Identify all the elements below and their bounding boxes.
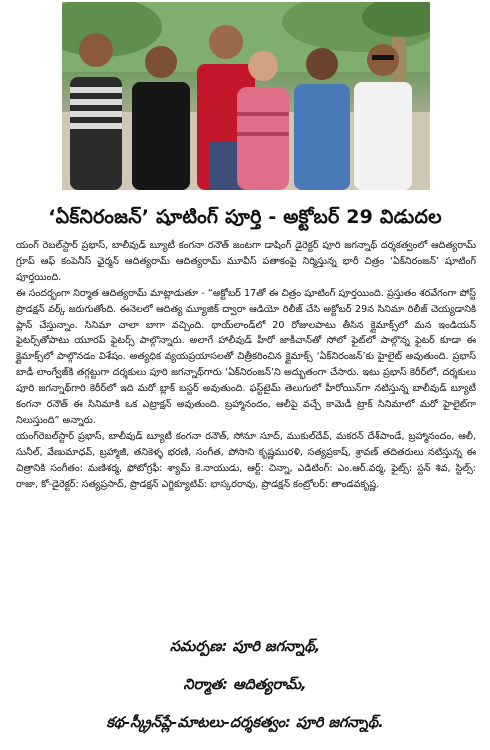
article-body (16, 238, 476, 493)
article-paragraph: ఈ సందర్భంగా నిర్మాత ఆదిత్యరామ్‌ మాట్లాడుతూ - “అక్టోబర్‌ 17తో ఈ చిత్రం షూటింగ్‌ పూర్తయింది. ప్రస్తుతం శరవేగంగా పోస్ట్‌ ప్రొడక్షన్‌ వర్క్‌ జరుగుతోంది. ఈనెలలో ఆదిత్య మ్యూజిక్‌ ద్వారా ఆడియో రిలీజ్‌ చేసి అక్టోబర్‌ 29న సినిమా రిలీజ్‌ చెయ్యడానికి ప్లాన్‌ చేస్తున్నాం. సినిమా చాలా బాగా వచ్చింది. థాయ్‌లాండ్‌లో 20 రోజులపాటు తీసిన క్లైమాక్స్‌లో మన ఇండియన్‌ ఫైటర్స్‌తోపాటు యూరప్‌ ఫైటర్స్‌ పాల్గొన్నారు. అలాగే హాలీవుడ్‌ హీరో జాకీచాన్‌తో సోలో ఫైట్‌లో పాల్గొన్న ఫైటర్‌ కూడా ఈ క్లైమాక్స్‌లో పాల్గొనడం విశేషం. అత్యధిక వ్యయప్రయాసలతో చిత్రీకరించిన క్లైమాక్స్‌ ‘ఏక్‌నిరంజన్‌’కు హైలైట్‌ అవుతుంది. ప్రభాస్‌ బాడీ లాంగ్వేజ్‌కి తగ్గట్టుగా దర్శకులు పూరి జగన్నాథ్‌గారు ‘ఏక్‌నిరంజన్‌’ని అద్భుతంగా చేసారు. ఇటు ప్రభాస్‌ కెరీర్‌లో, దర్శకులు పూరి జగన్నాథ్‌గారి కెరీర్‌లో ఇది మరో బ్లాక్‌ బస్టర్‌ అవుతుంది. ఫస్ట్‌టైమ్‌ తెలుగులో హీరోయిన్‌గా నటిస్తున్న బాలీవుడ్‌ బ్యూటీ కంగనా రనౌత్‌ ఈ సినిమాకి ఒక ఎట్రాక్షన్‌ అవుతుంది. బ్రహ్మానందం, ఆలీపై వచ్చే కామెడీ ట్రాక్‌ సినిమాలో మరో హైలైట్‌గా నిలుస్తుంది” అన్నారు. (16, 287, 476, 426)
credit-director: కథ-స్క్రీన్‌ప్లే-మాటలు-దర్శకత్వం: పూరి జగన్నాథ్‌. (106, 715, 384, 731)
group-photo (62, 2, 430, 190)
credit-producer: నిర్మాత: ఆదిత్యరామ్‌, (183, 677, 307, 693)
group-photo-icon (62, 2, 430, 190)
headline: ‘ఏక్‌నిరంజన్’ షూటింగ్‌ పూర్తి - అక్టోబర్‌ 29 విడుదల (48, 206, 442, 228)
article-paragraph: యంగ్‌రెబల్‌స్టార్‌ ప్రభాస్‌, బాలీవుడ్‌ బ్యూటీ కంగనా రనౌత్‌, సోనూ సూద్‌, ముకుల్‌దేవ్‌, మకరన్‌ దేశ్‌పాండే, బ్రహ్మానందం, ఆలీ, సునీల్‌, వేణుమాధవ్‌, బ్రహ్మాజీ, తనికెళ్ళ భరణి, సంగీత, పోసాని కృష్ణమురళి, సత్యప్రకాష్‌, శ్రావణ్‌ తదితరులు నటిస్తున్న ఈ చిత్రానికి సంగీతం: మణిశర్మ, ఫోటోగ్రఫీ: శ్యామ్‌ కె.నాయుడు, ఆర్ట్‌: చిన్నా, ఎడిటింగ్‌: ఎం.ఆర్‌.వర్మ, ఫైట్స్‌: స్టన్‌ శివ, స్టిల్స్‌: రాజా, కో-డైరెక్టర్‌: సత్యప్రసాద్‌, ప్రొడక్షన్‌ ఎగ్జిక్యూటివ్‌: భాస్కరరావు, ప్రొడక్షన్‌ కంట్రోలర్‌: తాండవకృష్ణ. (16, 430, 476, 490)
credit-presenter: సమర్పణ: పూరి జగన్నాథ్‌, (169, 639, 321, 655)
article-paragraph: యంగ్‌ రెబల్‌స్టార్‌ ప్రభాస్‌, బాలీవుడ్‌ బ్యూటీ కంగనా రనౌత్‌ జంటగా డాషింగ్‌ డైరెక్టర్‌ పూరి జగన్నాథ్‌ దర్శకత్వంలో ఆదిత్యరామ్‌ గ్రూప్‌ ఆఫ్‌ కంపెనీస్‌ ఛైర్మన్‌ ఆదిత్యరామ్‌ ఆదిత్యరామ్‌ మూవీస్‌ పతాకంపై నిర్మిస్తున్న భారీ చిత్రం ‘ఏక్‌నిరంజన్‌’ షూటింగ్‌ పూర్తయింది. (16, 240, 476, 283)
credits-block (0, 628, 490, 742)
